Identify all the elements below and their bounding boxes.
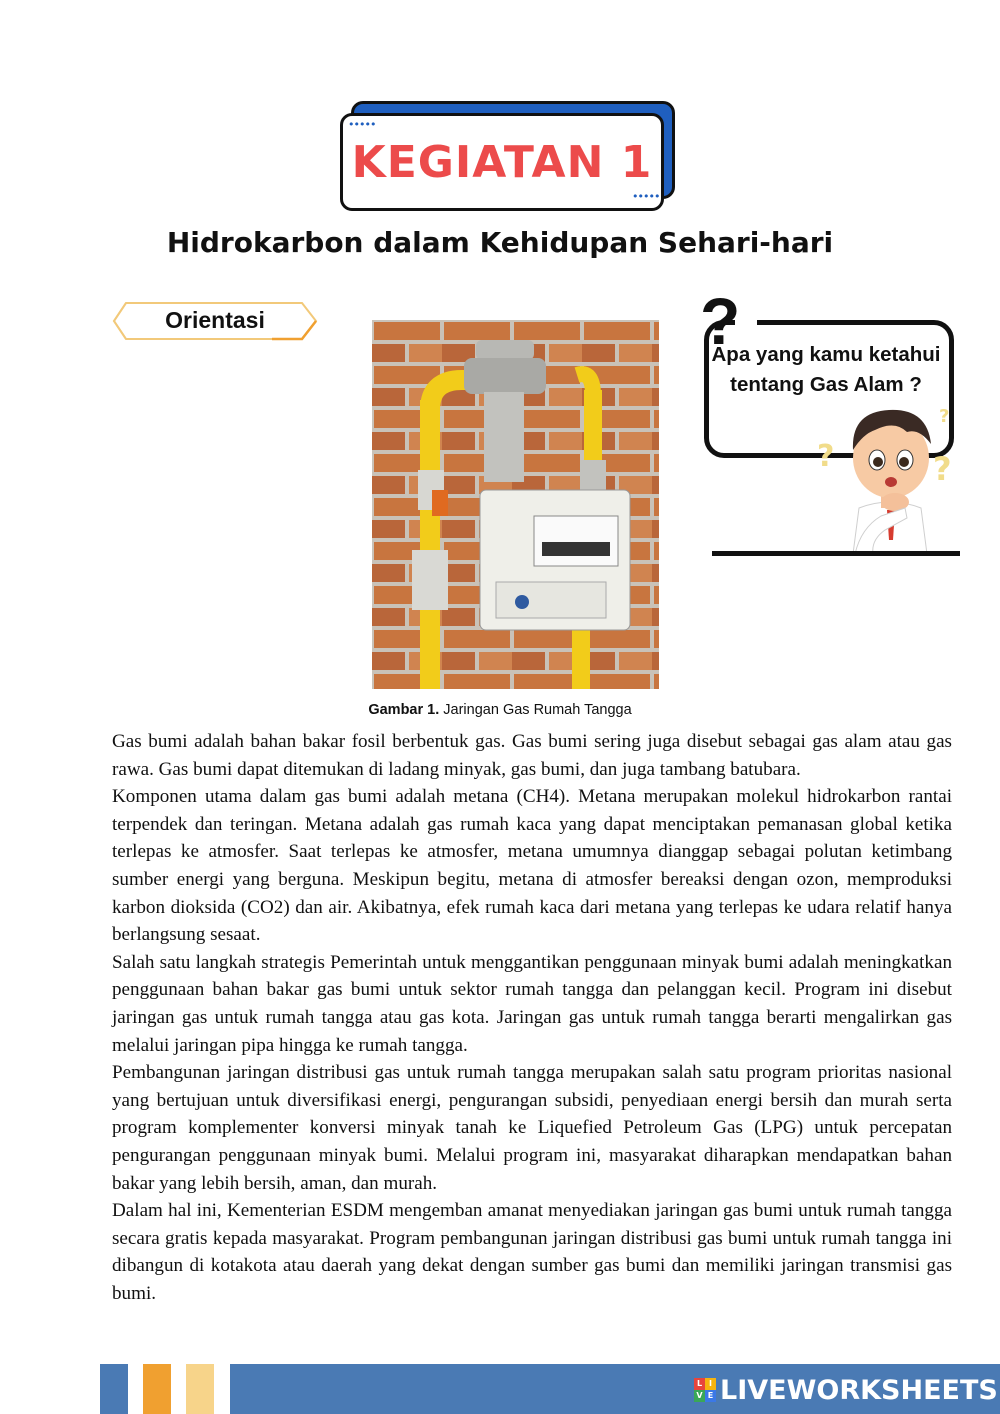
gas-meter-photo bbox=[372, 320, 659, 689]
footer-stripe bbox=[143, 1364, 171, 1414]
section-tag-label: Orientasi bbox=[165, 307, 265, 333]
footer-stripe bbox=[186, 1364, 214, 1414]
paragraph: Pembangunan jaringan distribusi gas untuk rumah tangga merupakan salah satu program prioritas nasional yang bertujuan untuk diversifikasi energi, pengurangan subsidi, penyediaan energi bersih dan murah serta program komplementer konversi minyak tanah ke Liquefied Petroleum Gas (LPG) untuk percepatan pengurangan penggunaan minyak bumi. Melalui program ini, masyarakat diharapkan mendapatkan bahan bakar yang lebih bersih, aman, dan murah. bbox=[112, 1062, 952, 1194]
brand-name: LIVEWORKSHEETS bbox=[720, 1374, 998, 1406]
paragraph: Dalam hal ini, Kementerian ESDM mengemban amanat menyediakan jaringan gas bumi untuk rumah tangga secara gratis kepada masyarakat. Program pembangunan jaringan distribusi gas bumi untuk rumah tangga ini dibangun di kotakota atau daerah yang dekat dengan sumber gas bumi dan memiliki jaringan transmisi gas bumi. bbox=[112, 1200, 952, 1304]
liveworksheets-icon: L I V E bbox=[694, 1378, 716, 1402]
body-text bbox=[112, 728, 952, 1307]
liveworksheets-logo[interactable] bbox=[694, 1375, 998, 1405]
svg-text:?: ? bbox=[933, 450, 952, 488]
title-box bbox=[340, 113, 664, 211]
caption-text: Jaringan Gas Rumah Tangga bbox=[439, 702, 632, 718]
svg-text:?: ? bbox=[817, 439, 835, 474]
page-title: KEGIATAN 1 bbox=[351, 136, 653, 188]
svg-text:?: ? bbox=[939, 406, 950, 427]
decorative-dots: ••••• bbox=[348, 118, 376, 131]
paragraph: Gas bumi adalah bahan bakar fosil berbentuk gas. Gas bumi sering juga disebut sebagai gas alam atau gas rawa. Gas bumi dapat ditemukan di ladang minyak, gas bumi, dan juga tambang batubara. bbox=[112, 731, 952, 780]
figure-caption bbox=[0, 702, 1000, 718]
page-subtitle: Hidrokarbon dalam Kehidupan Sehari-hari bbox=[166, 226, 834, 259]
caption-label: Gambar 1. bbox=[368, 702, 440, 718]
question-mark-icon: ? bbox=[700, 284, 741, 358]
question-text: Apa yang kamu ketahui tentang Gas Alam ? bbox=[711, 343, 941, 396]
section-tag bbox=[112, 301, 316, 339]
paragraph: Komponen utama dalam gas bumi adalah metana (CH4). Metana merupakan molekul hidrokarbon rantai terpendek dan teringan. Metana adalah gas rumah kaca yang dapat menciptakan pemanasan global ketika terlepas ke atmosfer. Saat terlepas ke atmosfer, metana umumnya dianggap sebagai polutan ketimbang sumber energi yang berguna. Meskipun begitu, metana di atmosfer bereaksi dengan ozon, memproduksi karbon dioksida (CO2) dan air. Akibatnya, efek rumah kaca dari metana yang terlepas ke udara relatif hanya berlangsung sesaat. bbox=[112, 786, 952, 946]
decorative-dots: ••••• bbox=[632, 190, 660, 203]
paragraph: Salah satu langkah strategis Pemerintah untuk menggantikan penggunaan minyak bumi adalah meningkatkan penggunaan bahan bakar gas bumi untuk sektor rumah tangga dan pelanggan kecil. Program ini disebut jaringan gas untuk rumah tangga atau gas kota. Jaringan gas untuk rumah tangga berarti mengalirkan gas melalui jaringan pipa hingga ke rumah tangga. bbox=[112, 951, 952, 1056]
thinking-boy-illustration bbox=[815, 398, 965, 554]
divider-line bbox=[712, 551, 960, 556]
footer-stripe bbox=[100, 1364, 128, 1414]
